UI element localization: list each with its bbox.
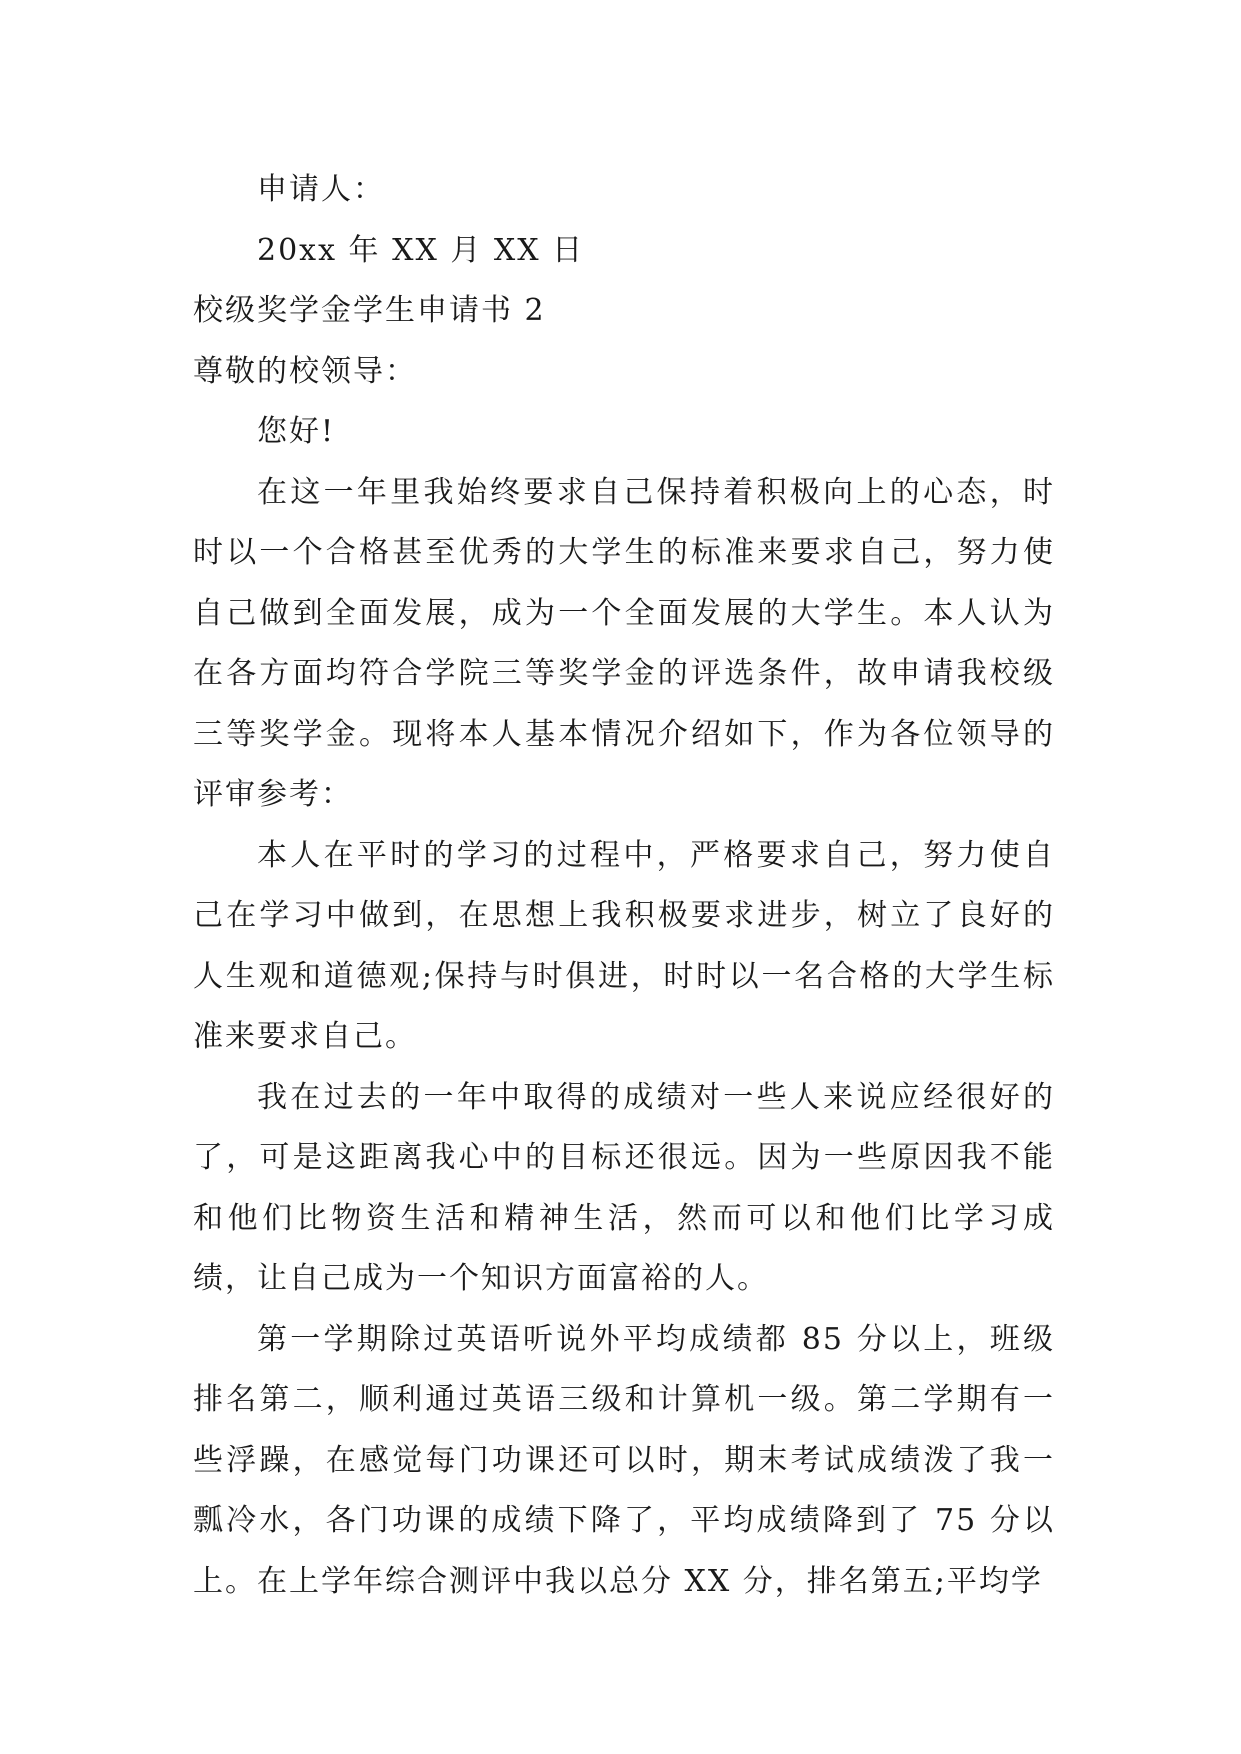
salutation: 尊敬的校领导： [193,353,417,389]
applicant-label: 申请人： [257,172,385,207]
paragraph-achievements: 我在过去的一年中取得的成绩对一些人来说应经很好的了，可是这距离我心中的目标还很远。因为一些原因我不能和他们比物资生活和精神生活，然而可以和他们比学习成绩，让自己成为一个知识方面富裕的人。 [193,1079,1055,1296]
paragraph-grades: 第一学期除过英语听说外平均成绩都 85 分以上，班级排名第二，顺利通过英语三级和计算机一级。第二学期有一些浮躁，在感觉每门功课还可以时，期末考试成绩泼了我一瓢冷水，各门功课的成绩下降了，平均成绩降到了 75 分以上。在上学年综合测评中我以总分 XX 分，排名第五;平均学 [193,1321,1055,1599]
document-body [193,160,1055,1612]
paragraph-intro: 在这一年里我始终要求自己保持着积极向上的心态，时时以一个合格甚至优秀的大学生的标准来要求自己，努力使自己做到全面发展，成为一个全面发展的大学生。本人认为在各方面均符合学院三等奖学金的评选条件，故申请我校级三等奖学金。现将本人基本情况介绍如下，作为各位领导的评审参考： [193,474,1055,812]
document-title: 校级奖学金学生申请书 2 [193,293,546,328]
greeting: 您好! [257,414,336,449]
paragraph-study-attitude: 本人在平时的学习的过程中，严格要求自己，努力使自己在学习中做到，在思想上我积极要求进步，树立了良好的人生观和道德观;保持与时俱进，时时以一名合格的大学生标准来要求自己。 [193,837,1055,1054]
application-date: 20xx 年 XX 月 XX 日 [257,232,585,268]
